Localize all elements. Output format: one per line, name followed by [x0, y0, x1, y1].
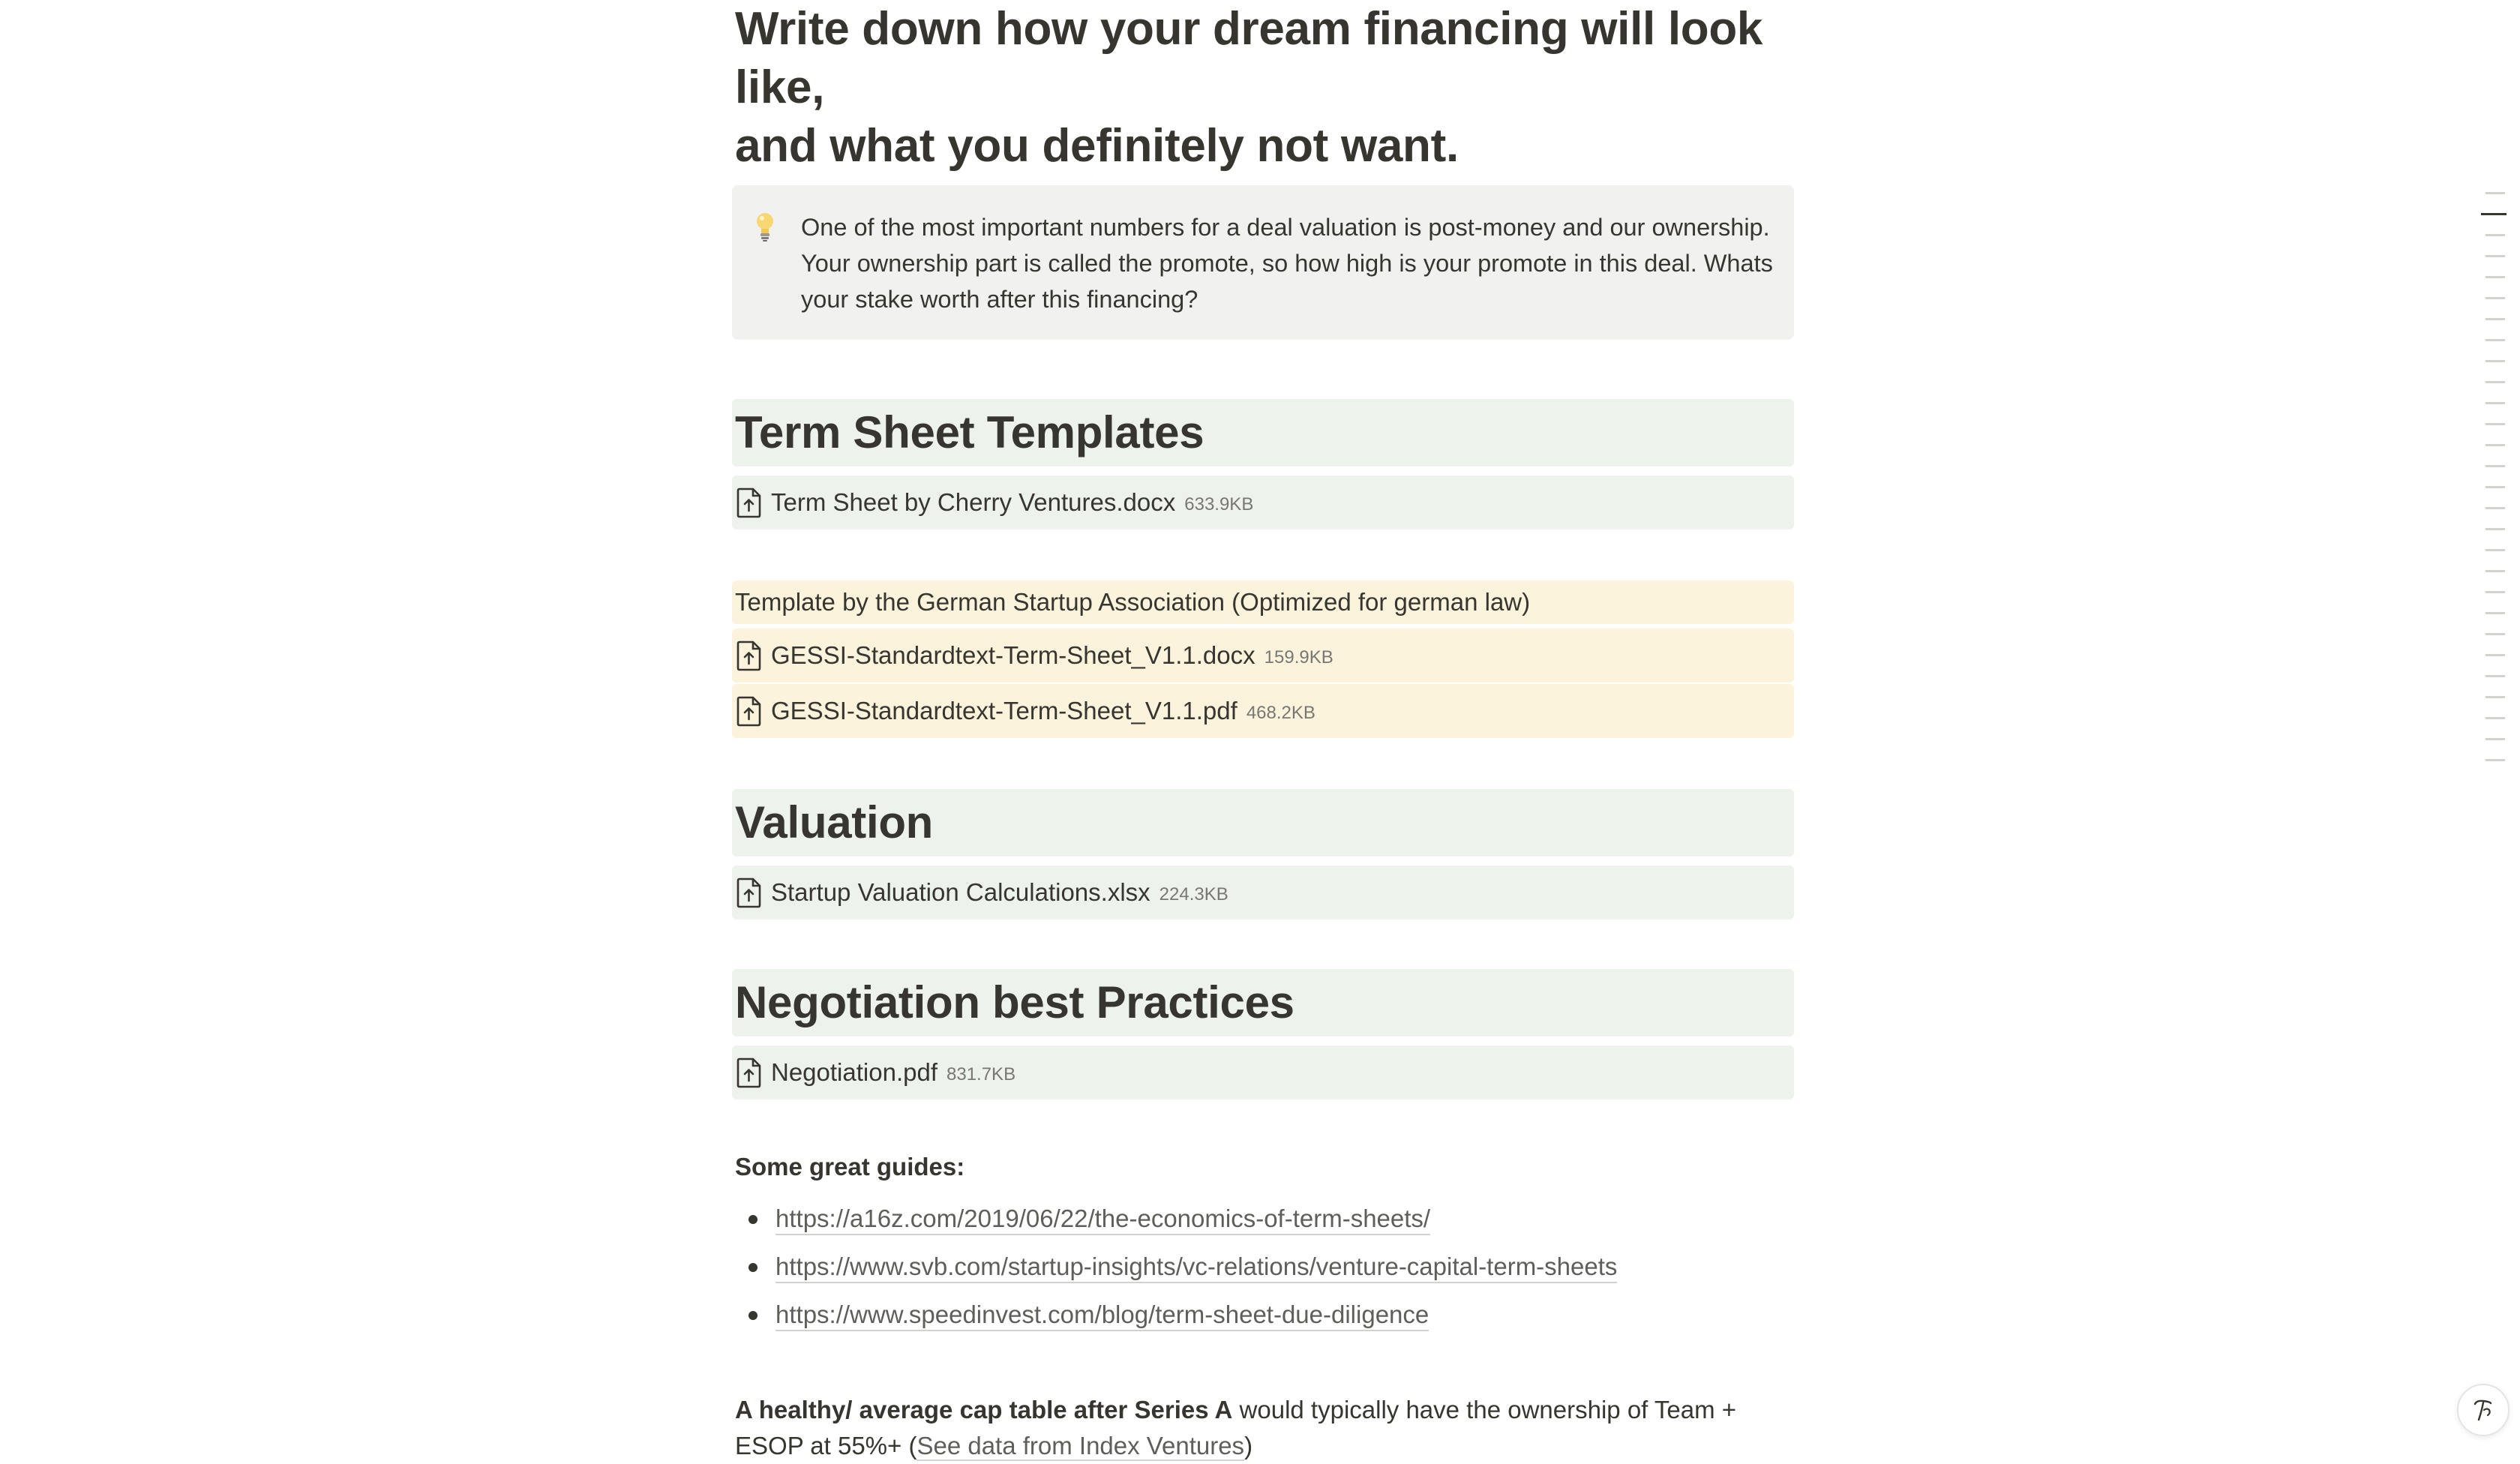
file-size: 159.9KB — [1264, 647, 1334, 668]
table-of-contents-minimap[interactable] — [2481, 192, 2506, 780]
bullet — [748, 1263, 758, 1272]
toc-tick[interactable] — [2486, 381, 2505, 383]
bullet — [748, 1215, 758, 1224]
file-upload-icon — [735, 640, 764, 671]
file-name: Startup Valuation Calculations.xlsx — [771, 878, 1150, 906]
heading-negotiation: Negotiation best Practices — [732, 969, 1794, 1036]
heading-valuation: Valuation — [732, 789, 1794, 856]
file-attachment[interactable] — [732, 628, 1794, 682]
file-attachment[interactable] — [732, 866, 1794, 920]
file-name: GESSI-Standardtext-Term-Sheet_V1.1.pdf — [771, 697, 1238, 724]
toc-tick[interactable] — [2486, 696, 2505, 698]
toc-tick[interactable] — [2486, 528, 2505, 530]
file-size: 831.7KB — [946, 1064, 1016, 1084]
cap-table-bold: A healthy/ average cap table after Series A — [735, 1396, 1233, 1424]
file-name: GESSI-Standardtext-Term-Sheet_V1.1.docx — [771, 641, 1256, 669]
guides-title: Some great guides: — [735, 1153, 965, 1180]
toc-tick[interactable] — [2486, 633, 2505, 635]
help-icon — [2470, 1397, 2496, 1423]
list-item — [732, 1196, 1794, 1244]
help-button[interactable] — [2457, 1384, 2510, 1436]
guide-link[interactable]: https://www.speedinvest.com/blog/term-sheet-due-diligence — [776, 1300, 1429, 1331]
german-template-label: Template by the German Startup Association (Optimized for german law) — [732, 580, 1794, 624]
toc-tick[interactable] — [2486, 255, 2505, 257]
file-size: 633.9KB — [1184, 494, 1254, 514]
title-line-1: Write down how your dream financing will look like, — [735, 3, 1763, 113]
index-ventures-link[interactable]: See data from Index Ventures — [916, 1432, 1245, 1460]
toc-tick[interactable] — [2486, 276, 2505, 278]
file-upload-icon — [735, 695, 764, 727]
file-upload-icon — [735, 1057, 764, 1088]
toc-tick[interactable] — [2486, 738, 2505, 740]
guide-link[interactable]: https://www.svb.com/startup-insights/vc-relations/venture-capital-term-sheets — [776, 1252, 1617, 1283]
toc-tick[interactable] — [2486, 465, 2505, 467]
toc-tick[interactable] — [2486, 486, 2505, 488]
list-item — [732, 1292, 1794, 1340]
file-size: 468.2KB — [1246, 703, 1316, 723]
heading-term-sheet-templates: Term Sheet Templates — [732, 399, 1794, 466]
callout-block — [732, 185, 1794, 340]
title-line-2: and what you definitely not want. — [735, 120, 1459, 172]
page-title — [735, 0, 1792, 176]
file-name: Term Sheet by Cherry Ventures.docx — [771, 488, 1176, 516]
cap-table-text: would typically have the ownership of Team + ESOP at 55%+ ( — [735, 1396, 1737, 1460]
file-upload-icon — [735, 877, 764, 908]
toc-tick[interactable] — [2486, 297, 2505, 299]
toc-tick[interactable] — [2486, 339, 2505, 341]
toc-tick[interactable] — [2486, 591, 2505, 593]
bullet — [748, 1311, 758, 1320]
file-attachment[interactable] — [732, 1046, 1794, 1100]
toc-tick[interactable] — [2486, 318, 2505, 320]
file-size: 224.3KB — [1159, 884, 1228, 904]
toc-tick[interactable] — [2486, 717, 2505, 719]
toc-tick[interactable] — [2486, 192, 2505, 194]
toc-tick[interactable] — [2486, 570, 2505, 572]
guides-list — [732, 1196, 1794, 1340]
list-item — [732, 1244, 1794, 1292]
file-attachment[interactable] — [732, 684, 1794, 738]
toc-tick[interactable] — [2486, 234, 2505, 236]
lightbulb-icon — [753, 211, 777, 244]
file-attachment[interactable] — [732, 476, 1794, 530]
toc-tick[interactable] — [2486, 360, 2505, 362]
toc-tick[interactable] — [2486, 612, 2505, 614]
toc-tick[interactable] — [2486, 759, 2505, 761]
file-name: Negotiation.pdf — [771, 1058, 938, 1086]
cap-table-end: ) — [1244, 1432, 1253, 1460]
toc-tick[interactable] — [2486, 423, 2505, 425]
toc-tick[interactable] — [2486, 654, 2505, 656]
toc-tick[interactable] — [2486, 507, 2505, 509]
toc-tick[interactable] — [2486, 402, 2505, 404]
toc-tick[interactable] — [2486, 549, 2505, 551]
file-upload-icon — [735, 487, 764, 518]
toc-tick-active[interactable] — [2481, 213, 2506, 215]
callout-text: One of the most important numbers for a deal valuation is post-money and our ownership. Your ownership part is called the promote, so how high is your promote in this deal. Whats your stake worth after this financing? — [801, 214, 1773, 313]
toc-tick[interactable] — [2486, 675, 2505, 677]
guide-link[interactable]: https://a16z.com/2019/06/22/the-economics-of-term-sheets/ — [776, 1204, 1430, 1235]
toc-tick[interactable] — [2486, 444, 2505, 446]
